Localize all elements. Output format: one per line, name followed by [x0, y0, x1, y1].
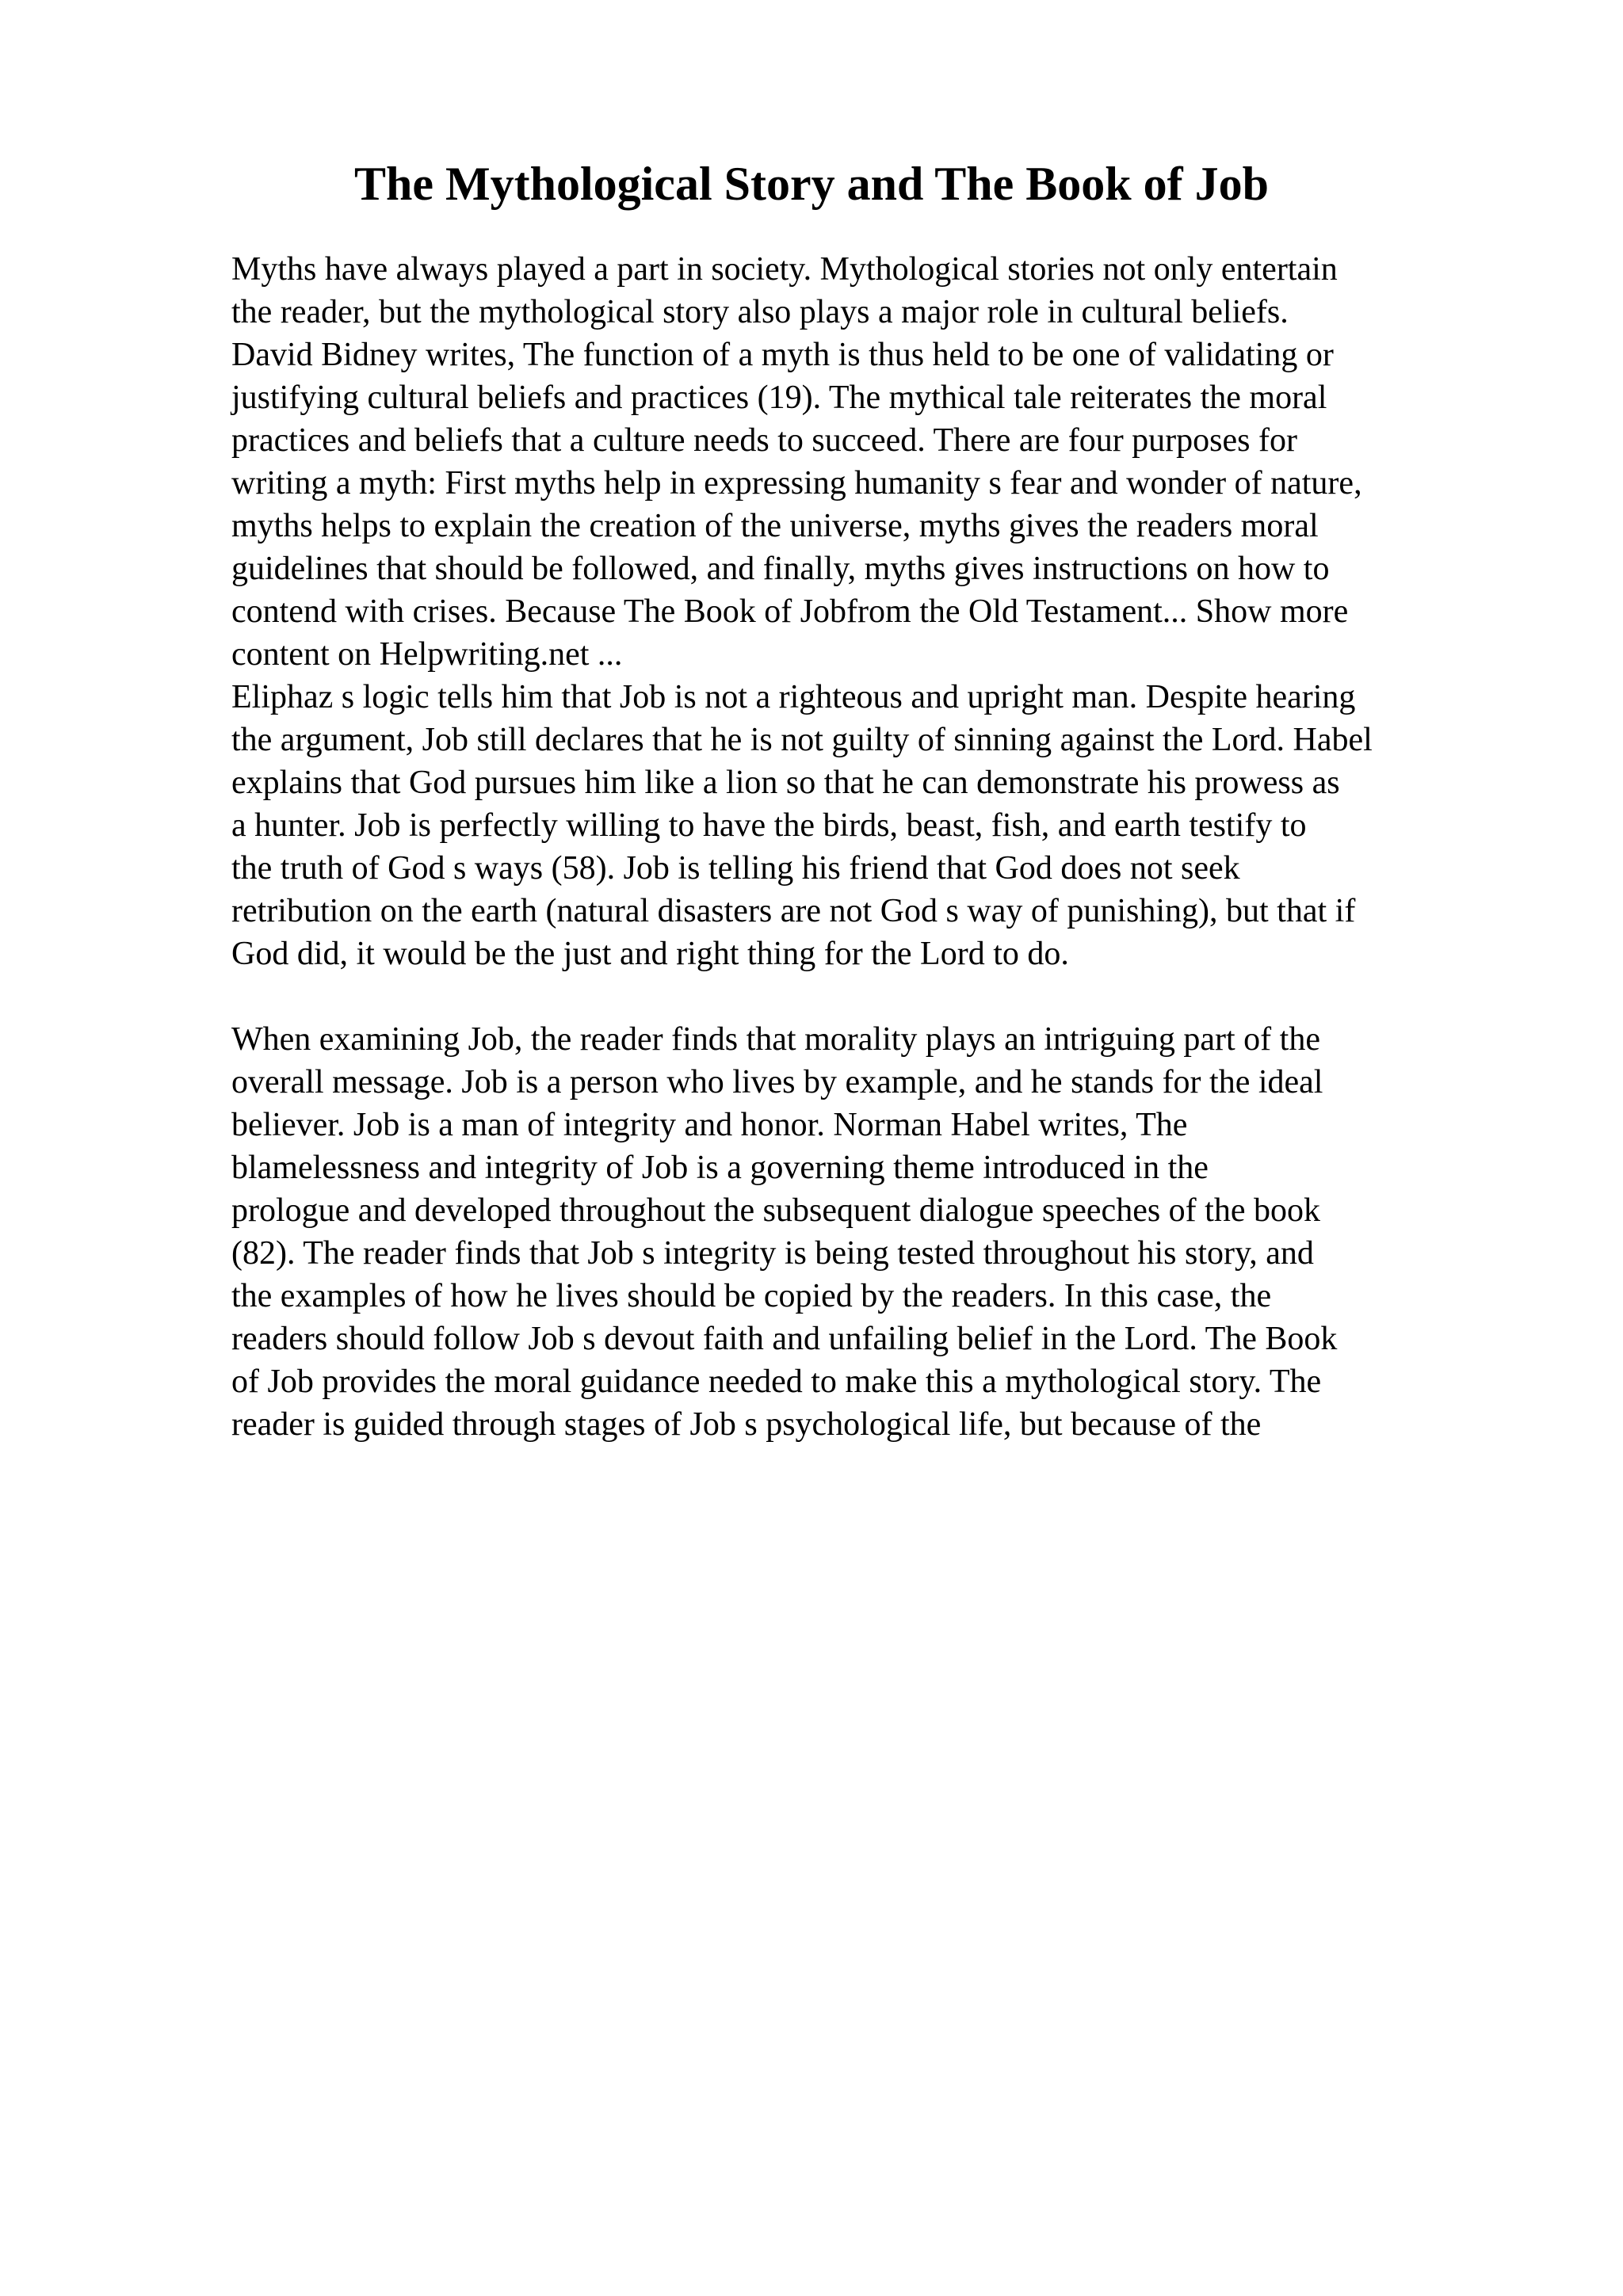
text-line: explains that God pursues him like a lion so that he can demonstrate his prowess as [231, 765, 1340, 801]
text-line: readers should follow Job s devout faith and unfailing belief in the Lord. The Book [231, 1321, 1338, 1357]
text-line: believer. Job is a man of integrity and honor. Norman Habel writes, The [231, 1107, 1188, 1143]
text-line: the argument, Job still declares that he is not guilty of sinning against the Lord. Habel [231, 722, 1373, 758]
document-title: The Mythological Story and The Book of Job [353, 158, 1270, 210]
text-line: overall message. Job is a person who lives by example, and he stands for the ideal [231, 1064, 1323, 1100]
text-line: David Bidney writes, The function of a myth is thus held to be one of validating or [231, 337, 1334, 373]
text-line: Eliphaz s logic tells him that Job is not a righteous and upright man. Despite hearing [231, 679, 1356, 715]
paragraph-1 [231, 248, 1539, 676]
paragraph-2 [231, 676, 1539, 975]
text-line: retribution on the earth (natural disasters are not God s way of punishing), but that if [231, 893, 1356, 929]
text-line: content on Helpwriting.net ... [231, 636, 623, 673]
text-line: the examples of how he lives should be copied by the readers. In this case, the [231, 1278, 1272, 1314]
text-line: blamelessness and integrity of Job is a governing theme introduced in the [231, 1150, 1209, 1186]
text-line: guidelines that should be followed, and finally, myths gives instructions on how to [231, 551, 1330, 587]
paragraph-3 [231, 1018, 1539, 1446]
text-line: God did, it would be the just and right thing for the Lord to do. [231, 936, 1069, 972]
text-line: practices and beliefs that a culture needs to succeed. There are four purposes for [231, 422, 1297, 459]
text-line: When examining Job, the reader finds that morality plays an intriguing part of the [231, 1021, 1320, 1058]
text-line: prologue and developed throughout the subsequent dialogue speeches of the book [231, 1192, 1320, 1229]
text-line: the reader, but the mythological story also plays a major role in cultural beliefs. [231, 294, 1289, 330]
text-line: reader is guided through stages of Job s psychological life, but because of the [231, 1406, 1262, 1443]
text-line: (82). The reader finds that Job s integrity is being tested throughout his story, and [231, 1235, 1314, 1272]
text-line: Myths have always played a part in society. Mythological stories not only entertain [231, 251, 1338, 288]
text-line: a hunter. Job is perfectly willing to have the birds, beast, fish, and earth testify to [231, 807, 1307, 844]
text-line: contend with crises. Because The Book of Jobfrom the Old Testament... Show more [231, 593, 1349, 630]
text-line: writing a myth: First myths help in expressing humanity s fear and wonder of nature, [231, 465, 1362, 502]
text-line: justifying cultural beliefs and practices (19). The mythical tale reiterates the moral [231, 379, 1327, 416]
text-line: of Job provides the moral guidance needed to make this a mythological story. The [231, 1363, 1322, 1400]
text-line: myths helps to explain the creation of the universe, myths gives the readers moral [231, 508, 1319, 544]
text-line: the truth of God s ways (58). Job is telling his friend that God does not seek [231, 850, 1240, 887]
